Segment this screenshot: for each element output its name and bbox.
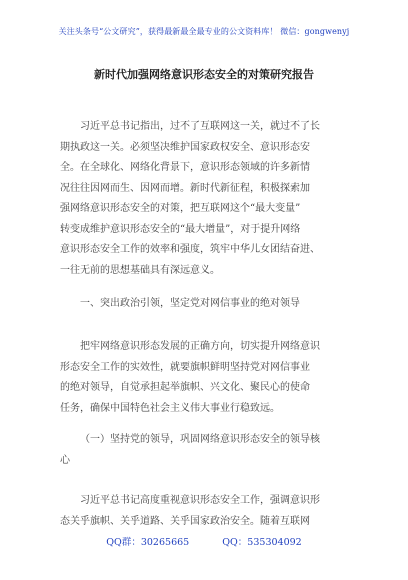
text-line: 任务，确保中国特色社会主义伟大事业行稳致远。 — [60, 402, 280, 414]
text-line: 一往无前的思想基础具有深远意义。 — [60, 264, 220, 276]
text-line: 习近平总书记高度重视意识形态安全工作，强调意识形 — [80, 495, 320, 506]
paragraph-subsection-1 — [60, 491, 350, 532]
text-line: 意识形态安全工作的效率和强度，筑牢中华儿女团结奋进、 — [60, 244, 320, 255]
text-line: 况往往因网而生、因网而增。新时代新征程，积极探索加 — [60, 182, 310, 194]
footer-qq-group: QQ群：30265665 — [106, 537, 190, 548]
text-line: 期执政这一关。必须坚决维护国家政权安全、意识形态安 — [60, 141, 310, 153]
text-line: 转变成维护意识形态安全的“最大增量”，对于提升网络 — [60, 223, 301, 235]
text-line: 的绝对领导，自觉承担起举旗帜、兴文化、聚民心的使命 — [60, 382, 310, 393]
text-line: 形态安全工作的实效性，就要旗帜鲜明坚持党对网信事业 — [60, 361, 310, 373]
footer-contacts — [0, 534, 408, 548]
text-line: 习近平总书记指出，过不了互联网这一关，就过不了长 — [80, 121, 320, 132]
text-line: 全。在全球化、网络化背景下，意识形态领域的许多新情 — [60, 162, 310, 173]
text-line: 心 — [60, 454, 70, 466]
subsection-heading-1 — [60, 430, 350, 471]
document-title: 新时代加强网络意识形态安全的对策研究报告 — [94, 68, 314, 81]
text-line: 一、突出政治引领，坚定党对网信事业的绝对领导 — [80, 298, 300, 309]
paragraph-section-1 — [60, 337, 350, 419]
text-line: （一）坚持党的领导，巩固网络意识形态安全的领导核 — [80, 434, 320, 445]
text-line: 态关乎旗帜、关乎道路、关乎国家政治安全。随着互联网 — [60, 515, 310, 527]
header-banner: 关注头条号“公文研究”，获得最新最全最专业的公文资料库！ 微信：gongwenyj — [58, 27, 350, 36]
section-heading-1 — [60, 294, 350, 315]
text-line: 强网络意识形态安全的对策，把互联网这个“最大变量” — [60, 203, 301, 214]
text-line: 把牢网络意识形态发展的正确方向，切实提升网络意识 — [80, 341, 320, 352]
paragraph-intro — [60, 117, 350, 281]
footer-qq-number: QQ：535304092 — [222, 537, 302, 548]
